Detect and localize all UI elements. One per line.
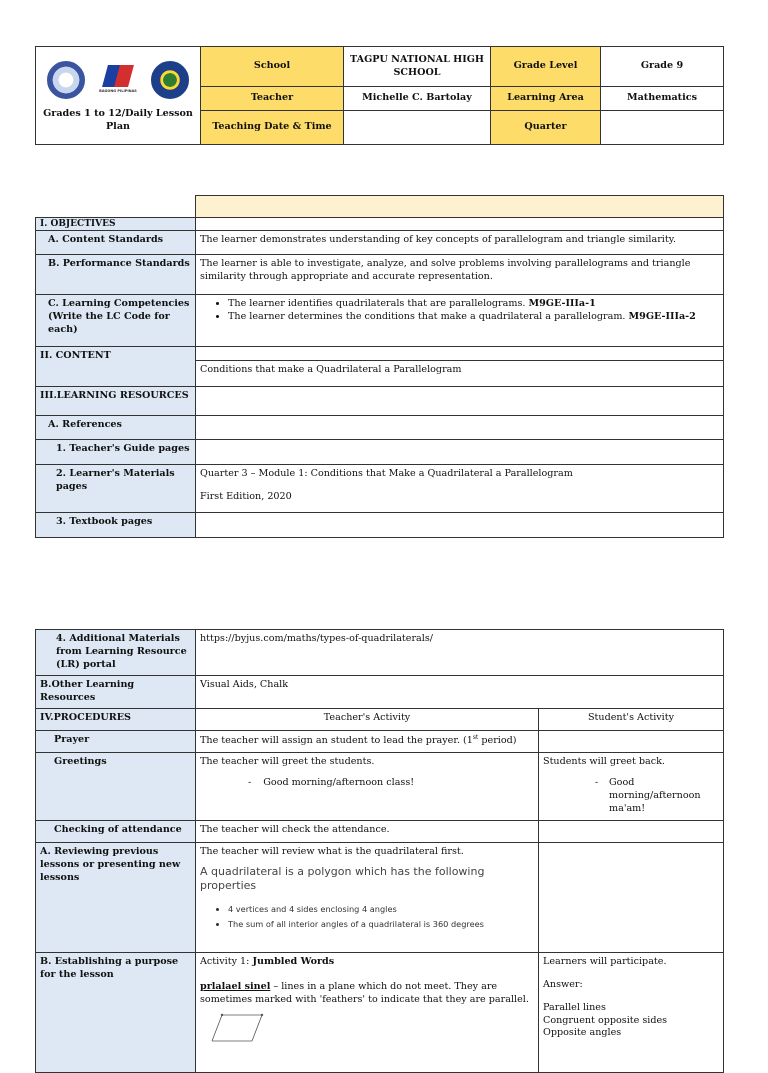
review-property: A quadrilateral is a polygon which has the following properties <box>200 864 485 893</box>
learners-materials-text-2: First Edition, 2020 <box>200 491 292 503</box>
date-label: Teaching Date & Time <box>201 111 344 145</box>
review-label: A. Reviewing previous lessons or presenting new lessons <box>36 842 196 952</box>
answer-label: Answer: <box>543 978 583 990</box>
additional-materials-label: 4. Additional Materials from Learning Resource (LR) portal <box>36 630 196 676</box>
competency-item-1: • The learner identifies quadrilaterals that are parallelograms. M9GE-IIIa-1 <box>228 298 719 311</box>
prayer-text: The teacher will assign an student to lead the prayer. (1st period) <box>196 730 539 752</box>
review-bullet-1: • 4 vertices and 4 sides enclosing 4 angles <box>228 904 534 915</box>
plan-title: Grades 1 to 12/Daily Lesson Plan <box>43 107 193 132</box>
logo-cell <box>36 47 201 145</box>
parallel-lines-figure <box>208 1013 268 1043</box>
activity-title: Activity 1: Jumbled Words <box>200 955 335 967</box>
learning-area-label: Learning Area <box>491 87 601 111</box>
cream-banner <box>196 196 724 218</box>
school-label: School <box>201 47 344 87</box>
greetings-cell <box>196 752 539 820</box>
competency-code-1: M9GE-IIIa-1 <box>528 298 596 310</box>
content-standards-label: A. Content Standards <box>36 231 196 255</box>
deped-seal-logo <box>47 61 85 99</box>
grade-level-label: Grade Level <box>491 47 601 87</box>
resources-label: III.LEARNING RESOURCES <box>36 387 196 416</box>
bagong-pilipinas-logo: BAGONG PILIPINAS <box>99 65 137 94</box>
jumbled-item: prlalael sinel – lines in a plane which do not meet. They are sometimes marked with 'feathers' to indicate that they are parallel. <box>200 980 529 1005</box>
content-label: II. CONTENT <box>36 347 196 387</box>
content-text: Conditions that make a Quadrilateral a Parallelogram <box>196 361 724 387</box>
content-standards-text: The learner demonstrates understanding of key concepts of parallelogram and triangle similarity. <box>196 231 724 255</box>
performance-standards-text: The learner is able to investigate, analyze, and solve problems involving parallelograms and triangle similarity through appropriate and accurate representation. <box>196 255 724 295</box>
other-resources-text: Visual Aids, Chalk <box>196 675 724 708</box>
student-activity-header: Student's Activity <box>539 708 724 730</box>
purpose-student-cell <box>539 952 724 1072</box>
prayer-label: Prayer <box>36 730 196 752</box>
competencies-cell <box>196 295 724 347</box>
purpose-student-text: Learners will participate. <box>543 955 667 967</box>
answer-1: Parallel lines <box>543 1001 606 1013</box>
grade-level-value: Grade 9 <box>601 47 724 87</box>
additional-materials-link[interactable]: https://byjus.com/maths/types-of-quadrilaterals/ <box>196 630 724 676</box>
textbook-label: 3. Textbook pages <box>36 513 196 538</box>
review-bullet-2: • The sum of all interior angles of a quadrilateral is 360 degrees <box>228 919 534 930</box>
greetings-bullet: - Good morning/afternoon class! <box>258 777 534 790</box>
review-text: The teacher will review what is the quadrilateral first. <box>200 845 464 857</box>
learners-materials-label: 2. Learner's Materials pages <box>36 465 196 513</box>
objectives-section-label: I. OBJECTIVES <box>36 218 196 231</box>
greetings-label: Greetings <box>36 752 196 820</box>
school-value: TAGPU NATIONAL HIGH SCHOOL <box>344 47 491 87</box>
quarter-value <box>601 111 724 145</box>
school-seal-logo <box>151 61 189 99</box>
date-value <box>344 111 491 145</box>
purpose-cell <box>196 952 539 1072</box>
learning-area-value: Mathematics <box>601 87 724 111</box>
references-label: A. References <box>36 416 196 440</box>
competency-item-2: • The learner determines the conditions that make a quadrilateral a parallelogram. M9GE-IIIa-2 <box>228 311 719 324</box>
competencies-label: C. Learning Competencies (Write the LC Code for each) <box>36 295 196 347</box>
quarter-label: Quarter <box>491 111 601 145</box>
procedures-table <box>35 629 724 1073</box>
competency-code-2: M9GE-IIIa-2 <box>628 311 696 323</box>
header-table <box>35 46 724 145</box>
teacher-label: Teacher <box>201 87 344 111</box>
jumbled-word: prlalael sinel <box>200 980 271 992</box>
learners-materials-text-1: Quarter 3 – Module 1: Conditions that Make a Quadrilateral a Parallelogram <box>200 468 573 480</box>
answer-3: Opposite angles <box>543 1027 622 1039</box>
attendance-label: Checking of attendance <box>36 820 196 842</box>
greetings-student-bullet: - Good morning/afternoon ma'am! <box>609 777 719 816</box>
review-cell <box>196 842 539 952</box>
learners-materials-cell <box>196 465 724 513</box>
attendance-text: The teacher will check the attendance. <box>196 820 539 842</box>
procedures-label: IV.PROCEDURES <box>36 708 196 730</box>
teacher-value: Michelle C. Bartolay <box>344 87 491 111</box>
greetings-student-cell <box>539 752 724 820</box>
other-resources-label: B.Other Learning Resources <box>36 675 196 708</box>
purpose-label: B. Establishing a purpose for the lesson <box>36 952 196 1072</box>
teacher-activity-header: Teacher's Activity <box>196 708 539 730</box>
greetings-student-text: Students will greet back. <box>543 755 665 767</box>
answer-2: Congruent opposite sides <box>543 1014 668 1026</box>
objectives-table <box>35 195 724 538</box>
logos <box>40 60 196 100</box>
performance-standards-label: B. Performance Standards <box>36 255 196 295</box>
teachers-guide-label: 1. Teacher's Guide pages <box>36 440 196 465</box>
greetings-text: The teacher will greet the students. <box>200 755 375 767</box>
